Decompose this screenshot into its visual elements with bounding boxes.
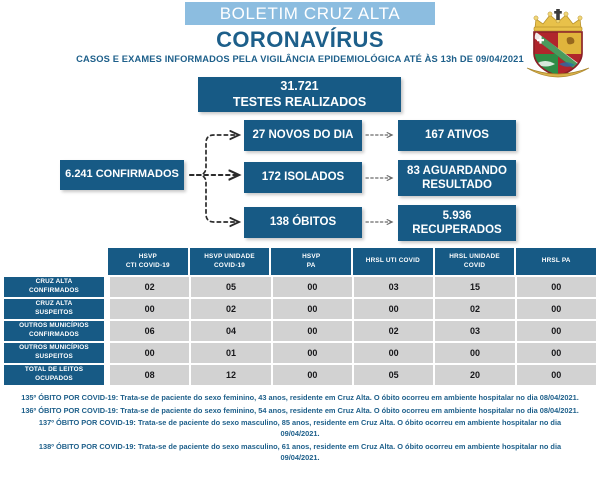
table-cell: 02 bbox=[435, 299, 514, 319]
column-header-line1: HRSL UTI COVID bbox=[365, 257, 420, 265]
death-notes bbox=[0, 393, 600, 465]
row-label bbox=[4, 343, 104, 363]
row-label-line2: SUSPEITOS bbox=[35, 353, 73, 360]
column-header bbox=[435, 248, 515, 275]
table-row bbox=[4, 321, 596, 341]
table-cell: 00 bbox=[435, 343, 514, 363]
table-cell: 00 bbox=[273, 299, 352, 319]
table-cell: 00 bbox=[517, 321, 596, 341]
column-header-line1: HSVP UNIDADE bbox=[204, 252, 255, 260]
table-cell: 00 bbox=[517, 299, 596, 319]
table-row bbox=[4, 277, 596, 297]
table-cell: 03 bbox=[435, 321, 514, 341]
recovered-box bbox=[398, 205, 516, 241]
row-label bbox=[4, 365, 104, 385]
column-header bbox=[190, 248, 270, 275]
tests-box bbox=[198, 77, 401, 112]
recovered-line1: 5.936 bbox=[442, 209, 472, 222]
active-line1: 167 ATIVOS bbox=[425, 129, 489, 142]
row-label-line1: CRUZ ALTA bbox=[35, 300, 73, 308]
column-header-line1: HRSL UNIDADE bbox=[449, 252, 500, 260]
confirmed-box: 6.241 CONFIRMADOS bbox=[60, 160, 184, 190]
table-cell: 00 bbox=[273, 321, 352, 341]
coat-of-arms-icon bbox=[523, 6, 593, 82]
deaths-box: 138 ÓBITOS bbox=[244, 207, 362, 238]
row-label bbox=[4, 321, 104, 341]
table-cell: 05 bbox=[354, 365, 433, 385]
column-header bbox=[353, 248, 433, 275]
table-cell: 00 bbox=[273, 365, 352, 385]
column-header bbox=[516, 248, 596, 275]
table-cell: 00 bbox=[517, 365, 596, 385]
table-cell: 00 bbox=[354, 299, 433, 319]
column-header bbox=[108, 248, 188, 275]
table-cell: 00 bbox=[354, 343, 433, 363]
page-subtitle: CASOS E EXAMES INFORMADOS PELA VIGILÂNCIA EPIDEMIOLÓGICA ATÉ ÀS 13h DE 09/04/2021 bbox=[76, 54, 524, 64]
new-cases-box: 27 NOVOS DO DIA bbox=[244, 120, 362, 151]
death-note: 136º ÓBITO POR COVID-19: Trata-se de paciente do sexo feminino, 54 anos, residente em Cruz Alta. O óbito ocorreu em ambiente hospitalar no dia 08/04/2021. bbox=[21, 405, 579, 415]
table-cell: 00 bbox=[110, 299, 189, 319]
death-note: 138º ÓBITO POR COVID-19: Trata-se de paciente do sexo masculino, 61 anos, residente em Cruz Alta. O óbito ocorreu em ambiente hospitalar no dia 09/04/2021. bbox=[38, 441, 562, 462]
column-header-line2: COVID bbox=[463, 261, 486, 269]
table-cell: 00 bbox=[273, 343, 352, 363]
table-cell: 00 bbox=[517, 277, 596, 297]
active-box bbox=[398, 120, 516, 151]
column-header-line1: HSVP bbox=[138, 252, 157, 260]
table-cell: 08 bbox=[110, 365, 189, 385]
column-header-line2: PA bbox=[306, 261, 316, 269]
table-cell: 00 bbox=[273, 277, 352, 297]
header bbox=[0, 0, 600, 72]
tests-number: 31.721 bbox=[280, 79, 319, 94]
table-cell: 06 bbox=[110, 321, 189, 341]
table-cell: 02 bbox=[354, 321, 433, 341]
table-cell: 01 bbox=[191, 343, 270, 363]
isolated-box: 172 ISOLADOS bbox=[244, 162, 362, 193]
death-note: 137º ÓBITO POR COVID-19: Trata-se de paciente do sexo masculino, 85 anos, residente em Cruz Alta. O óbito ocorreu em ambiente hospitalar no dia 09/04/2021. bbox=[38, 418, 562, 439]
table-cell: 20 bbox=[435, 365, 514, 385]
column-header-line2: COVID-19 bbox=[213, 261, 246, 269]
row-label-line1: TOTAL DE LEITOS bbox=[24, 366, 84, 374]
recovered-line2: RECUPERADOS bbox=[412, 224, 502, 236]
hospital-beds-table bbox=[0, 248, 600, 388]
row-label bbox=[4, 299, 104, 319]
row-label-line2: CONFIRMADOS bbox=[29, 331, 79, 338]
row-label-line1: OUTROS MUNICÍPIOS bbox=[19, 344, 89, 352]
table-cell: 03 bbox=[354, 277, 433, 297]
death-note: 135º ÓBITO POR COVID-19: Trata-se de paciente do sexo feminino, 43 anos, residente em Cruz Alta. O óbito ocorreu em ambiente hospitalar no dia 08/04/2021. bbox=[21, 393, 579, 402]
column-header-line1: HSVP bbox=[302, 252, 321, 260]
table-cell: 00 bbox=[517, 343, 596, 363]
row-label-line1: OUTROS MUNICÍPIOS bbox=[19, 322, 89, 330]
table-cell: 05 bbox=[191, 277, 270, 297]
table-row bbox=[4, 343, 596, 363]
table-cell: 02 bbox=[110, 277, 189, 297]
column-header-line1: HRSL PA bbox=[541, 257, 571, 265]
awaiting-line1: 83 AGUARDANDO bbox=[407, 164, 507, 177]
table-cell: 02 bbox=[191, 299, 270, 319]
table-cell: 00 bbox=[110, 343, 189, 363]
tests-label: TESTES REALIZADOS bbox=[232, 94, 367, 109]
table-cell: 15 bbox=[435, 277, 514, 297]
table-cell: 12 bbox=[191, 365, 270, 385]
row-label-line2: OCUPADOS bbox=[35, 375, 73, 382]
table-row bbox=[4, 299, 596, 319]
awaiting-result-box bbox=[398, 160, 516, 196]
awaiting-line2: RESULTADO bbox=[422, 179, 492, 191]
page-title: CORONAVÍRUS bbox=[216, 27, 384, 52]
table-cell: 04 bbox=[191, 321, 270, 341]
column-header-line2: CTI COVID-19 bbox=[125, 261, 170, 269]
row-label-line2: CONFIRMADOS bbox=[29, 287, 79, 294]
row-label-line1: CRUZ ALTA bbox=[35, 278, 73, 286]
row-label-line2: SUSPEITOS bbox=[35, 309, 73, 316]
table-header-row bbox=[108, 248, 596, 275]
row-label bbox=[4, 277, 104, 297]
bulletin-banner: BOLETIM CRUZ ALTA bbox=[185, 2, 435, 25]
column-header bbox=[271, 248, 351, 275]
table-row bbox=[4, 365, 596, 385]
